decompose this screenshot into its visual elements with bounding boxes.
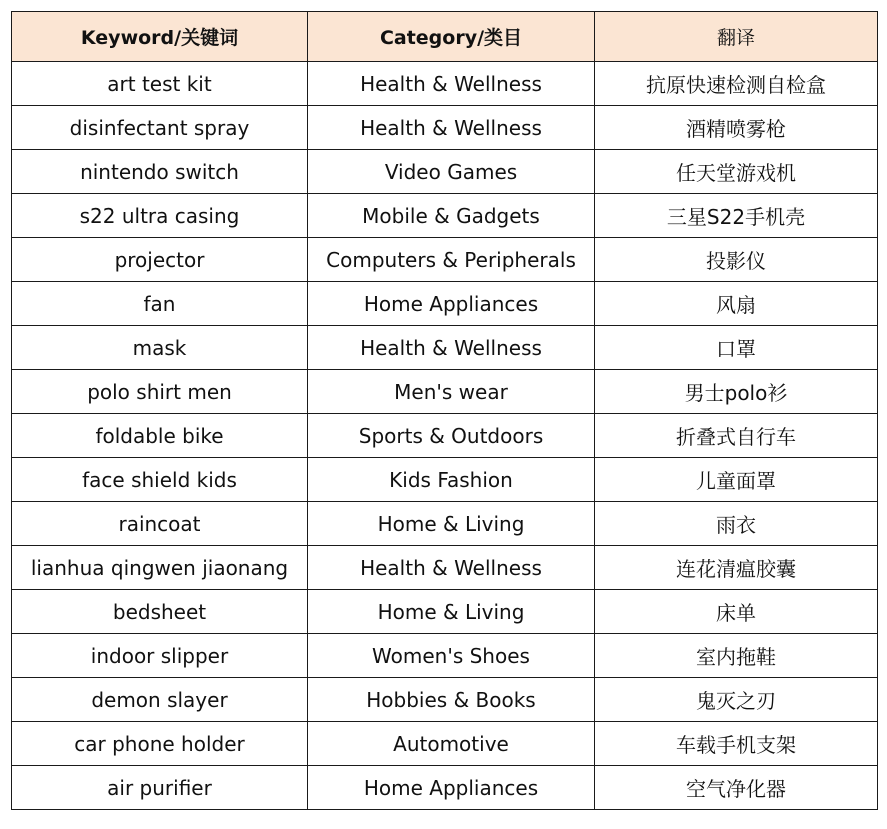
table-row xyxy=(12,414,878,458)
translation-cell: 任天堂游戏机 xyxy=(595,150,878,194)
keyword-cell: projector xyxy=(12,238,308,282)
keyword-cell: indoor slipper xyxy=(12,634,308,678)
header-row xyxy=(12,12,878,62)
category-cell: Health & Wellness xyxy=(308,546,595,590)
table-row xyxy=(12,150,878,194)
keyword-cell: fan xyxy=(12,282,308,326)
keyword-cell: polo shirt men xyxy=(12,370,308,414)
translation-cell: 儿童面罩 xyxy=(595,458,878,502)
table-body xyxy=(12,62,878,810)
table-row xyxy=(12,370,878,414)
table-row xyxy=(12,502,878,546)
table-row xyxy=(12,634,878,678)
translation-cell: 连花清瘟胶囊 xyxy=(595,546,878,590)
table-row xyxy=(12,590,878,634)
keyword-cell: disinfectant spray xyxy=(12,106,308,150)
category-cell: Men's wear xyxy=(308,370,595,414)
keyword-cell: bedsheet xyxy=(12,590,308,634)
category-cell: Computers & Peripherals xyxy=(308,238,595,282)
keyword-cell: s22 ultra casing xyxy=(12,194,308,238)
table-row xyxy=(12,766,878,810)
category-cell: Automotive xyxy=(308,722,595,766)
keyword-cell: air purifier xyxy=(12,766,308,810)
category-cell: Home & Living xyxy=(308,502,595,546)
category-cell: Health & Wellness xyxy=(308,106,595,150)
header-keyword: Keyword/关键词 xyxy=(12,12,308,62)
translation-cell: 床单 xyxy=(595,590,878,634)
translation-cell: 口罩 xyxy=(595,326,878,370)
translation-cell: 雨衣 xyxy=(595,502,878,546)
keyword-cell: car phone holder xyxy=(12,722,308,766)
category-cell: Home & Living xyxy=(308,590,595,634)
keyword-table xyxy=(11,11,878,810)
table-row xyxy=(12,62,878,106)
table-row xyxy=(12,282,878,326)
translation-cell: 风扇 xyxy=(595,282,878,326)
translation-cell: 酒精喷雾枪 xyxy=(595,106,878,150)
category-cell: Health & Wellness xyxy=(308,326,595,370)
table-header xyxy=(12,12,878,62)
translation-cell: 室内拖鞋 xyxy=(595,634,878,678)
table-row xyxy=(12,546,878,590)
translation-cell: 车载手机支架 xyxy=(595,722,878,766)
keyword-cell: lianhua qingwen jiaonang xyxy=(12,546,308,590)
keyword-cell: mask xyxy=(12,326,308,370)
keyword-cell: foldable bike xyxy=(12,414,308,458)
header-category: Category/类目 xyxy=(308,12,595,62)
category-cell: Video Games xyxy=(308,150,595,194)
table-row xyxy=(12,326,878,370)
translation-cell: 男士polo衫 xyxy=(595,370,878,414)
category-cell: Home Appliances xyxy=(308,766,595,810)
translation-cell: 空气净化器 xyxy=(595,766,878,810)
table-row xyxy=(12,458,878,502)
keyword-cell: nintendo switch xyxy=(12,150,308,194)
category-cell: Health & Wellness xyxy=(308,62,595,106)
translation-cell: 抗原快速检测自检盒 xyxy=(595,62,878,106)
table-row xyxy=(12,722,878,766)
translation-cell: 折叠式自行车 xyxy=(595,414,878,458)
table-row xyxy=(12,238,878,282)
category-cell: Home Appliances xyxy=(308,282,595,326)
category-cell: Sports & Outdoors xyxy=(308,414,595,458)
table-row xyxy=(12,106,878,150)
keyword-cell: art test kit xyxy=(12,62,308,106)
category-cell: Hobbies & Books xyxy=(308,678,595,722)
keyword-cell: raincoat xyxy=(12,502,308,546)
keyword-cell: demon slayer xyxy=(12,678,308,722)
translation-cell: 三星S22手机壳 xyxy=(595,194,878,238)
table-row xyxy=(12,194,878,238)
translation-cell: 鬼灭之刃 xyxy=(595,678,878,722)
category-cell: Women's Shoes xyxy=(308,634,595,678)
translation-cell: 投影仪 xyxy=(595,238,878,282)
header-translation: 翻译 xyxy=(595,12,878,62)
table-row xyxy=(12,678,878,722)
category-cell: Kids Fashion xyxy=(308,458,595,502)
category-cell: Mobile & Gadgets xyxy=(308,194,595,238)
keyword-cell: face shield kids xyxy=(12,458,308,502)
